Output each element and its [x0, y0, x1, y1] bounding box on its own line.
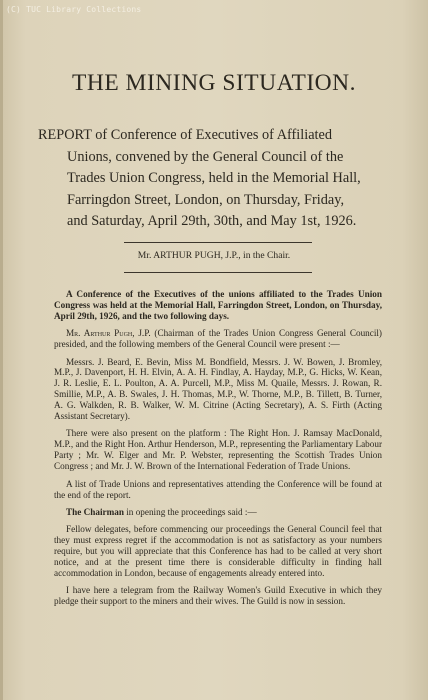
page-title: THE MINING SITUATION.: [72, 70, 356, 96]
paragraph-chairman-opening: [54, 507, 382, 518]
report-body: [54, 289, 382, 614]
chairman-label: The Chairman: [66, 506, 124, 517]
divider-rule: [124, 242, 312, 243]
paragraph-intro: A Conference of the Executives of the unions affiliated to the Trades Union Congress was held at the Memorial Hall, Farringdon Street, London, on Thursday, April 29th, 1926, and the two following days.: [54, 289, 382, 321]
paragraph-telegram: I have here a telegram from the Railway Women's Guild Executive in which they pledge their support to the miners and their wives. The Guild is now in session.: [54, 585, 382, 607]
chairman-name: Mr. Arthur Pugh,: [66, 328, 135, 339]
report-line: REPORT of Conference of Executives of Affiliated: [38, 127, 333, 143]
chair-line: Mr. ARTHUR PUGH, J.P., in the Chair.: [137, 250, 291, 261]
paragraph-text: J.P. (Chairman of the Trades Union Congress General Council) presided, and the following members of the General Council were present :—: [54, 328, 382, 350]
divider-rule: [124, 272, 312, 273]
watermark: (C) TUC Library Collections: [6, 5, 142, 14]
report-heading: [38, 125, 406, 233]
report-line: Unions, convened by the General Council of the: [67, 148, 344, 165]
paragraph-also-present: There were also present on the platform : The Right Hon. J. Ramsay MacDonald, M.P., and the Right Hon. Arthur Henderson, M.P., representing the Parliamentary Labour Party ; Mr. W. Elger and Mr. P. Webster, representing the Scottish Trades Union Congress ; and Mr. J. W. Brown of the International Federation of Trade Unions.: [54, 428, 382, 472]
paragraph-accommodation: Fellow delegates, before commencing our proceedings the General Council feel that they must express regret if the accommodation is not as satisfactory as your numbers require, but you will appreciate that this Conference has had to be called at very short notice, and at the present time there is considerable difficulty in finding hall accommodation in London, because of engagements already entered into.: [54, 524, 382, 578]
report-line: Farringdon Street, London, on Thursday, Friday,: [67, 191, 345, 208]
paragraph-chairman-presided: [54, 328, 382, 350]
report-line: and Saturday, April 29th, 30th, and May 1st, 1926.: [67, 213, 357, 229]
paragraph-members-list: Messrs. J. Beard, E. Bevin, Miss M. Bondfield, Messrs. J. W. Bowen, J. Bromley, M.P., J. Davenport, H. H. Elvin, A. A. H. Findlay, A. Hayday, M.P., G. Hicks, W. Kean, J. R. Leslie, E. L. Poulton, A. A. Purcell, M.P., Miss M. Quaile, Messrs. J. Rowan, R. Smillie, M.P., A. B. Swales, J. H. Thomas, M.P., W. Thorne, M.P., B. Tillett, B. Turner, A. G. Walkden, R. B. Walker, W. M. Citrine (Acting Secretary), A. S. Firth (Acting Assistant Secretary).: [54, 356, 382, 422]
paragraph-text: in opening the proceedings said :—: [123, 506, 257, 517]
page-binding-edge: [0, 0, 3, 700]
paragraph-list-note: A list of Trade Unions and representatives attending the Conference will be found at the end of the report.: [54, 478, 382, 500]
report-line: Trades Union Congress, held in the Memorial Hall,: [67, 170, 361, 186]
